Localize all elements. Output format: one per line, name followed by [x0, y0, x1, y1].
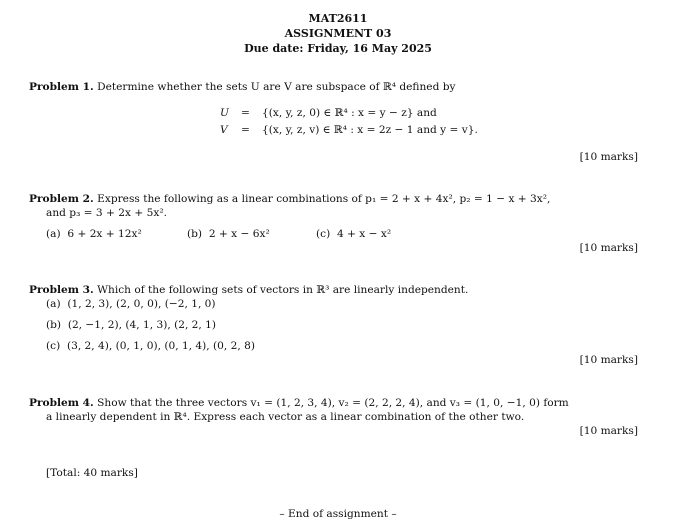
problem-2-part-c	[316, 228, 391, 241]
eq-u-lhs: U	[220, 107, 229, 119]
part-label: (b)	[187, 228, 203, 240]
problem-3-text: Which of the following sets of vectors in ℝ³ are linearly independent.	[97, 284, 469, 296]
total-marks: [Total: 40 marks]	[46, 467, 138, 479]
part-label: (c)	[46, 340, 61, 352]
problem-3-marks: [10 marks]	[579, 354, 638, 366]
problem-2-part-b	[187, 228, 270, 241]
problem-3-part-b	[46, 319, 216, 332]
course-code: MAT2611	[308, 12, 368, 25]
problem-4	[29, 397, 569, 410]
problem-3	[29, 284, 468, 297]
problem-1-label: Problem 1.	[29, 81, 94, 93]
assignment-title: ASSIGNMENT 03	[284, 27, 392, 40]
problem-2-marks: [10 marks]	[579, 242, 638, 254]
eq-v-sign: =	[241, 124, 250, 136]
problem-4-label: Problem 4.	[29, 397, 94, 409]
part-expression: (3, 2, 4), (0, 1, 0), (0, 1, 4), (0, 2, 8)	[66, 340, 255, 352]
due-date: Due date: Friday, 16 May 2025	[244, 42, 432, 55]
problem-3-label: Problem 3.	[29, 284, 94, 296]
part-expression: 6 + 2x + 12x²	[67, 228, 142, 240]
problem-2-text-line1: Express the following as a linear combinations of p₁ = 2 + x + 4x², p₂ = 1 − x + 3x²,	[97, 193, 551, 205]
problem-1	[29, 81, 456, 94]
eq-v-lhs: V	[220, 124, 228, 136]
part-label: (a)	[46, 228, 61, 240]
problem-1-text: Determine whether the sets U are V are subspace of ℝ⁴ defined by	[97, 81, 456, 93]
problem-2-text-line2: and p₃ = 3 + 2x + 5x².	[46, 207, 167, 219]
part-label: (a)	[46, 298, 61, 310]
problem-4-text-line1: Show that the three vectors v₁ = (1, 2, 3, 4), v₂ = (2, 2, 2, 4), and v₃ = (1, 0, −1, 0) form	[97, 397, 569, 409]
end-of-assignment: – End of assignment –	[279, 508, 397, 520]
problem-4-marks: [10 marks]	[579, 425, 638, 437]
problem-2	[29, 193, 550, 206]
part-expression: (1, 2, 3), (2, 0, 0), (−2, 1, 0)	[67, 298, 216, 310]
part-expression: 2 + x − 6x²	[208, 228, 270, 240]
problem-2-part-a	[46, 228, 142, 241]
eq-u-rhs: {(x, y, z, 0) ∈ ℝ⁴ : x = y − z} and	[262, 107, 437, 119]
part-label: (c)	[316, 228, 331, 240]
problem-4-text-line2: a linearly dependent in ℝ⁴. Express each vector as a linear combination of the other two.	[46, 411, 525, 423]
part-expression: (2, −1, 2), (4, 1, 3), (2, 2, 1)	[67, 319, 217, 331]
part-label: (b)	[46, 319, 62, 331]
problem-3-part-a	[46, 298, 216, 311]
eq-v-rhs: {(x, y, z, v) ∈ ℝ⁴ : x = 2z − 1 and y = v}.	[262, 124, 478, 136]
eq-u-sign: =	[241, 107, 250, 119]
problem-2-label: Problem 2.	[29, 193, 94, 205]
part-expression: 4 + x − x²	[336, 228, 392, 240]
problem-3-part-c	[46, 340, 255, 353]
problem-1-marks: [10 marks]	[579, 151, 638, 163]
